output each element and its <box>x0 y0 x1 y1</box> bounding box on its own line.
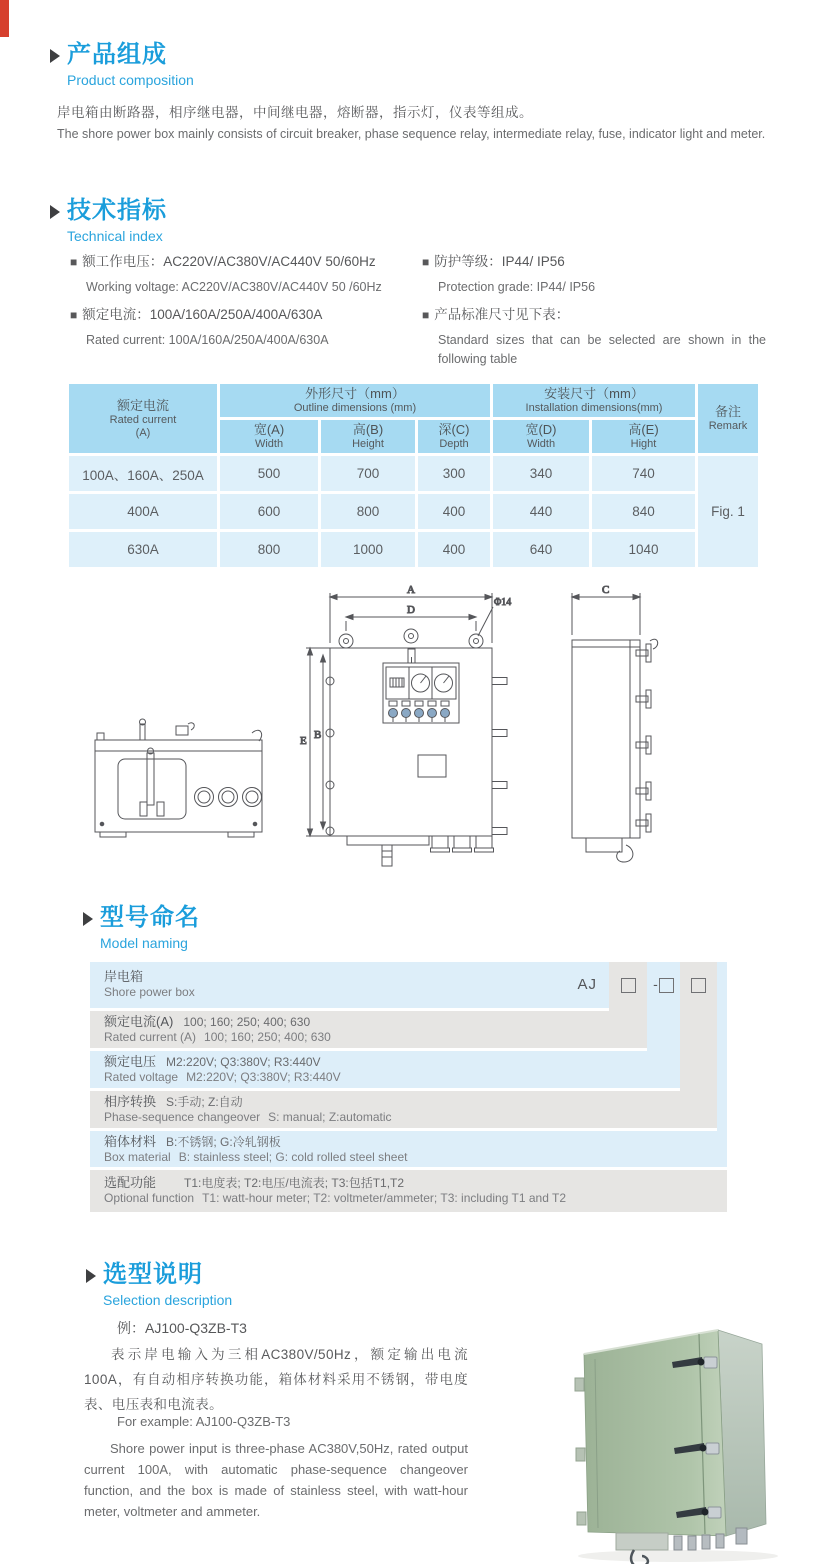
cell-width: 500 <box>220 456 318 491</box>
cell-current: 630A <box>69 532 217 567</box>
col-group-installation: 安装尺寸（mm） Installation dimensions(mm) <box>493 384 695 417</box>
spec-cn-text: 额工作电压：AC220V/AC380V/AC440V 50/60Hz <box>82 254 376 269</box>
dim-label-c: C <box>602 584 610 596</box>
product-photo <box>548 1302 816 1568</box>
section-model-naming <box>83 905 200 951</box>
cell-depth: 400 <box>418 494 490 529</box>
spec-cn-text: 额定电流：100A/160A/250A/400A/630A <box>82 307 323 322</box>
section-title-en: Selection description <box>103 1292 233 1308</box>
spec-item <box>70 252 415 297</box>
dim-label-b: B <box>314 729 322 741</box>
table-row <box>69 532 758 567</box>
side-view <box>572 584 658 862</box>
model-prefix: AJ <box>577 976 597 993</box>
section-title-en: Model naming <box>100 935 188 951</box>
code-box-icon <box>621 978 636 993</box>
naming-row-optional-function: 选配功能 T1:电度表; T2:电压/电流表; T3:包括T1,T2 Optional function T1: watt-hour meter; T2: voltmeter/ammeter; T3: including T1 and T2 <box>90 1170 727 1212</box>
col-header-height-b: 高(B) Height <box>321 420 415 453</box>
section-arrow-icon <box>83 912 93 926</box>
code-box-icon <box>659 978 674 993</box>
col-header-remark: 备注 Remark <box>698 384 758 453</box>
technical-drawing <box>80 583 780 880</box>
section-product-composition <box>50 42 194 88</box>
section-title-cn: 产品组成 <box>67 41 167 68</box>
spec-item <box>70 305 415 350</box>
naming-row-product: 岸电箱 Shore power box AJ <box>90 962 609 1008</box>
hinge <box>575 1378 584 1391</box>
cell-install-width: 440 <box>493 494 589 529</box>
cell-width: 600 <box>220 494 318 529</box>
cell-depth: 400 <box>418 532 490 567</box>
cell-height: 700 <box>321 456 415 491</box>
spec-cn-text: 产品标准尺寸见下表： <box>434 307 570 322</box>
model-naming-table <box>90 962 727 1214</box>
naming-row-box-material: 箱体材料 B:不锈钢; G:冷轧钢板 Box material B: stainless steel; G: cold rolled steel sheet <box>90 1131 727 1167</box>
col-header-width-a: 宽(A) Width <box>220 420 318 453</box>
section-title-en: Technical index <box>67 228 163 244</box>
cell-height: 800 <box>321 494 415 529</box>
composition-body-en: The shore power box mainly consists of circuit breaker, phase sequence relay, intermediate relay, fuse, indicator light and meter. <box>57 127 766 141</box>
section-title-cn: 技术指标 <box>67 197 167 224</box>
meter-panel <box>383 663 459 723</box>
table-row <box>69 494 758 529</box>
section-arrow-icon <box>50 49 60 63</box>
page-edge-tab <box>0 0 9 37</box>
col-header-hight-e: 高(E) Hight <box>592 420 695 453</box>
selection-desc-cn: 表示岸电输入为三相AC380V/50Hz，额定输出电流100A，有自动相序转换功能，箱体材料采用不锈钢，带电度表、电压表和电流表。 <box>84 1347 468 1412</box>
hinge <box>577 1512 586 1525</box>
code-box-icon <box>691 978 706 993</box>
section-arrow-icon <box>86 1269 96 1283</box>
col-header-rated-current: 额定电流 Rated current (A) <box>69 384 217 453</box>
table-row <box>69 456 758 491</box>
cell-install-width: 340 <box>493 456 589 491</box>
spec-item <box>422 305 767 369</box>
spec-item <box>422 252 767 297</box>
cell-depth: 300 <box>418 456 490 491</box>
cell-install-width: 640 <box>493 532 589 567</box>
cell-current: 100A、160A、250A <box>69 456 217 491</box>
cell-install-hight: 840 <box>592 494 695 529</box>
square-bullet-icon: ■ <box>422 308 430 322</box>
section-title-cn: 选型说明 <box>103 1261 203 1288</box>
dim-label-dia: Φ14 <box>494 597 512 608</box>
col-header-width-d: 宽(D) Width <box>493 420 589 453</box>
selection-desc-en: Shore power input is three-phase AC380V,50Hz, rated output current 100A, with automatic phase-sequence changeover function, and the box is made of stainless steel, with watt-hour meter, voltmeter and ammeter. <box>84 1441 468 1519</box>
dimension-table <box>66 381 761 570</box>
cell-install-hight: 740 <box>592 456 695 491</box>
selection-example-cn: 例：AJ100-Q3ZB-T3 <box>117 1320 247 1336</box>
square-bullet-icon: ■ <box>422 255 430 269</box>
selection-example-en: For example: AJ100-Q3ZB-T3 <box>117 1414 291 1429</box>
section-selection-description <box>86 1262 232 1308</box>
cell-height: 1000 <box>321 532 415 567</box>
dim-label-e: E <box>300 735 307 747</box>
square-bullet-icon: ■ <box>70 308 78 322</box>
section-technical-index <box>50 198 167 244</box>
naming-row-rated-voltage: 额定电压 M2:220V; Q3:380V; R3:440V Rated voltage M2:220V; Q3:380V; R3:440V <box>90 1051 680 1088</box>
bottom-view <box>95 719 262 837</box>
bottom-bracket <box>616 1533 668 1550</box>
front-view <box>300 584 511 866</box>
cell-remark: Fig. 1 <box>698 456 758 567</box>
section-title-cn: 型号命名 <box>100 904 200 931</box>
col-group-outline: 外形尺寸（mm） Outline dimensions (mm) <box>220 384 490 417</box>
hinge <box>576 1448 585 1461</box>
spec-column-right <box>422 252 767 377</box>
section-title-en: Product composition <box>67 72 194 88</box>
spec-en-text: Rated current: 100A/160A/250A/400A/630A <box>86 333 329 347</box>
dim-label-d: D <box>407 604 415 616</box>
spec-cn-text: 防护等级：IP44/ IP56 <box>434 254 565 269</box>
spec-column-left <box>70 252 415 358</box>
photo-shadow <box>578 1550 778 1562</box>
spec-en-text: Protection grade: IP44/ IP56 <box>438 280 596 294</box>
cell-install-hight: 1040 <box>592 532 695 567</box>
naming-row-rated-current: 额定电流(A) 100; 160; 250; 400; 630 Rated current (A) 100; 160; 250; 400; 630 <box>90 1011 647 1048</box>
composition-body-cn: 岸电箱由断路器，相序继电器，中间继电器，熔断器，指示灯，仪表等组成。 <box>57 105 533 120</box>
section-arrow-icon <box>50 205 60 219</box>
cell-width: 800 <box>220 532 318 567</box>
dim-label-a: A <box>407 584 415 596</box>
cell-current: 400A <box>69 494 217 529</box>
square-bullet-icon: ■ <box>70 255 78 269</box>
naming-row-phase-changeover: 相序转换 S:手动; Z:自动 Phase-sequence changeover S: manual; Z:automatic <box>90 1091 717 1128</box>
col-header-depth-c: 深(C) Depth <box>418 420 490 453</box>
naming-code-col-2: - <box>647 962 680 1088</box>
spec-en-text: Working voltage: AC220V/AC380V/AC440V 50 /60Hz <box>86 280 382 294</box>
spec-en-text: Standard sizes that can be selected are shown in the following table <box>438 333 766 366</box>
